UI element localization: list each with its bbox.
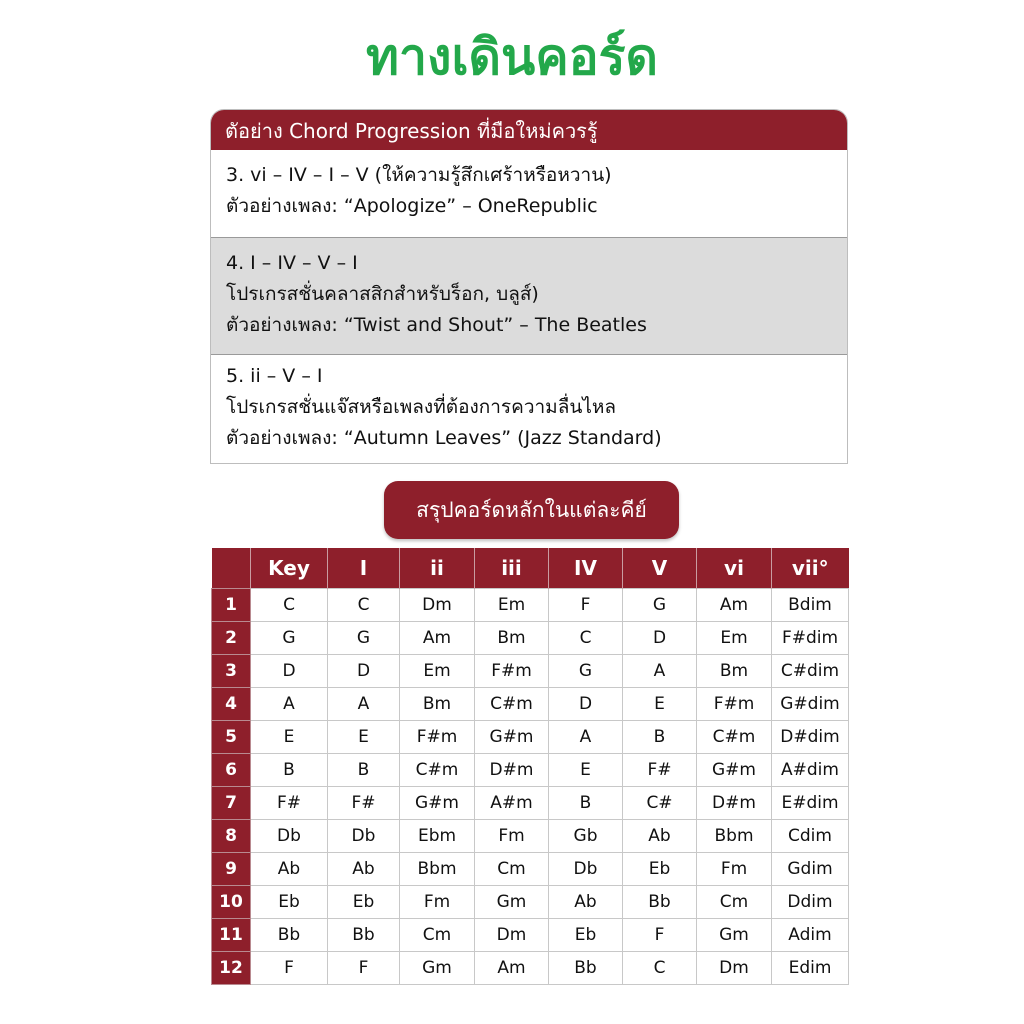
row-number: 11 xyxy=(212,919,251,952)
chord-cell: E#dim xyxy=(772,787,849,820)
chord-cell: Dm xyxy=(475,919,549,952)
chord-cell: E xyxy=(623,688,697,721)
table-header-index xyxy=(212,548,251,589)
chord-cell: C# xyxy=(623,787,697,820)
progression-panel xyxy=(210,109,848,464)
progression-header: ตัอย่าง Chord Progression ที่มือใหม่ควรรู้ xyxy=(211,110,847,150)
key-chord-table xyxy=(211,548,849,985)
chord-cell: Eb xyxy=(549,919,623,952)
chord-cell: G xyxy=(328,622,400,655)
chord-cell: Eb xyxy=(328,886,400,919)
key-cell: D xyxy=(251,655,328,688)
row-number: 5 xyxy=(212,721,251,754)
chord-cell: Gb xyxy=(549,820,623,853)
table-header-cell: vii° xyxy=(772,548,849,589)
chord-cell: Dm xyxy=(697,952,772,985)
row-number: 1 xyxy=(212,589,251,622)
progression-line: ตัวอย่างเพลง: “Autumn Leaves” (Jazz Standard) xyxy=(226,427,662,449)
chord-cell: A xyxy=(623,655,697,688)
table-header-cell: iii xyxy=(475,548,549,589)
row-number: 6 xyxy=(212,754,251,787)
chord-cell: Gm xyxy=(475,886,549,919)
chord-cell: B xyxy=(328,754,400,787)
table-row xyxy=(212,688,849,721)
chord-cell: D#m xyxy=(475,754,549,787)
chord-cell: Bdim xyxy=(772,589,849,622)
row-number: 10 xyxy=(212,886,251,919)
chord-cell: F xyxy=(623,919,697,952)
progression-item-5 xyxy=(211,354,847,464)
key-cell: A xyxy=(251,688,328,721)
chord-cell: A#m xyxy=(475,787,549,820)
row-number: 8 xyxy=(212,820,251,853)
chord-cell: F#dim xyxy=(772,622,849,655)
table-row xyxy=(212,919,849,952)
chord-cell: Db xyxy=(328,820,400,853)
chord-cell: F# xyxy=(328,787,400,820)
key-cell: B xyxy=(251,754,328,787)
progression-line: ตัวอย่างเพลง: “Twist and Shout” – The Beatles xyxy=(226,314,647,336)
key-cell: C xyxy=(251,589,328,622)
key-cell: Db xyxy=(251,820,328,853)
table-row xyxy=(212,622,849,655)
chord-cell: G#m xyxy=(475,721,549,754)
chord-cell: A#dim xyxy=(772,754,849,787)
chord-cell: C xyxy=(549,622,623,655)
chord-cell: E xyxy=(328,721,400,754)
table-row xyxy=(212,655,849,688)
progression-line: 4. I – IV – V – I xyxy=(226,252,358,274)
chord-cell: F#m xyxy=(400,721,475,754)
chord-cell: A xyxy=(328,688,400,721)
chord-cell: Am xyxy=(475,952,549,985)
chord-cell: Fm xyxy=(697,853,772,886)
key-cell: F xyxy=(251,952,328,985)
chord-cell: D#m xyxy=(697,787,772,820)
chord-cell: Edim xyxy=(772,952,849,985)
chord-cell: C xyxy=(328,589,400,622)
chord-cell: G#m xyxy=(697,754,772,787)
chord-cell: Ab xyxy=(549,886,623,919)
chord-cell: Bb xyxy=(623,886,697,919)
progression-item-3 xyxy=(211,150,847,237)
row-number: 4 xyxy=(212,688,251,721)
chord-cell: D xyxy=(549,688,623,721)
chord-cell: Gdim xyxy=(772,853,849,886)
chord-cell: Bm xyxy=(697,655,772,688)
key-cell: Ab xyxy=(251,853,328,886)
chord-cell: Cm xyxy=(400,919,475,952)
chord-cell: Bb xyxy=(328,919,400,952)
chord-cell: C#m xyxy=(400,754,475,787)
chord-cell: C#dim xyxy=(772,655,849,688)
chord-cell: Fm xyxy=(400,886,475,919)
table-row xyxy=(212,589,849,622)
chord-cell: E xyxy=(549,754,623,787)
chord-cell: B xyxy=(623,721,697,754)
chord-cell: A xyxy=(549,721,623,754)
chord-cell: G#m xyxy=(400,787,475,820)
table-row xyxy=(212,952,849,985)
chord-cell: F#m xyxy=(697,688,772,721)
chord-cell: D#dim xyxy=(772,721,849,754)
chord-cell: Bbm xyxy=(400,853,475,886)
row-number: 7 xyxy=(212,787,251,820)
chord-cell: G xyxy=(623,589,697,622)
page-title: ทางเดินคอร์ด xyxy=(366,28,658,86)
progression-line: โปรเกรสชั่นคลาสสิกสำหรับร็อก, บลูส์) xyxy=(226,283,539,305)
chord-cell: Cdim xyxy=(772,820,849,853)
progression-line: ตัวอย่างเพลง: “Apologize” – OneRepublic xyxy=(226,195,598,217)
key-cell: Bb xyxy=(251,919,328,952)
progression-line: โปรเกรสชั่นแจ๊สหรือเพลงที่ต้องการความลื่นไหล xyxy=(226,396,617,418)
chord-cell: Em xyxy=(475,589,549,622)
chord-cell: F xyxy=(328,952,400,985)
table-row xyxy=(212,820,849,853)
chord-cell: Bm xyxy=(475,622,549,655)
progression-line: 5. ii – V – I xyxy=(226,365,323,387)
table-row xyxy=(212,787,849,820)
chord-cell: Eb xyxy=(623,853,697,886)
key-cell: F# xyxy=(251,787,328,820)
chord-cell: Fm xyxy=(475,820,549,853)
chord-cell: F#m xyxy=(475,655,549,688)
chord-cell: D xyxy=(623,622,697,655)
chord-cell: C xyxy=(623,952,697,985)
chord-cell: Ebm xyxy=(400,820,475,853)
table-header-cell: IV xyxy=(549,548,623,589)
table-row xyxy=(212,754,849,787)
chord-cell: Cm xyxy=(475,853,549,886)
row-number: 12 xyxy=(212,952,251,985)
chord-cell: Em xyxy=(697,622,772,655)
chord-cell: C#m xyxy=(697,721,772,754)
row-number: 3 xyxy=(212,655,251,688)
chord-cell: D xyxy=(328,655,400,688)
chord-cell: Ab xyxy=(328,853,400,886)
key-cell: G xyxy=(251,622,328,655)
chord-cell: Bbm xyxy=(697,820,772,853)
chord-cell: C#m xyxy=(475,688,549,721)
chord-cell: G#dim xyxy=(772,688,849,721)
progression-item-4 xyxy=(211,237,847,354)
chord-cell: Gm xyxy=(400,952,475,985)
row-number: 2 xyxy=(212,622,251,655)
table-row xyxy=(212,886,849,919)
chord-cell: Bm xyxy=(400,688,475,721)
row-number: 9 xyxy=(212,853,251,886)
table-header-cell: vi xyxy=(697,548,772,589)
chord-cell: Gm xyxy=(697,919,772,952)
chord-cell: Am xyxy=(697,589,772,622)
table-header-cell: V xyxy=(623,548,697,589)
chord-cell: Adim xyxy=(772,919,849,952)
progression-line: 3. vi – IV – I – V (ให้ความรู้สึกเศร้าหรือหวาน) xyxy=(226,164,612,186)
chord-cell: Cm xyxy=(697,886,772,919)
table-header-row xyxy=(212,548,849,589)
table-header-cell: I xyxy=(328,548,400,589)
chord-cell: Db xyxy=(549,853,623,886)
chord-cell: Bb xyxy=(549,952,623,985)
chord-cell: G xyxy=(549,655,623,688)
chord-cell: F xyxy=(549,589,623,622)
chord-cell: Dm xyxy=(400,589,475,622)
chord-cell: Ab xyxy=(623,820,697,853)
table-header-cell: ii xyxy=(400,548,475,589)
table-row xyxy=(212,853,849,886)
key-summary-button[interactable]: สรุปคอร์ดหลักในแต่ละคีย์ xyxy=(384,481,679,539)
table-row xyxy=(212,721,849,754)
chord-cell: Em xyxy=(400,655,475,688)
chord-cell: B xyxy=(549,787,623,820)
chord-cell: F# xyxy=(623,754,697,787)
chord-cell: Am xyxy=(400,622,475,655)
table-header-cell: Key xyxy=(251,548,328,589)
chord-cell: Ddim xyxy=(772,886,849,919)
key-cell: E xyxy=(251,721,328,754)
key-cell: Eb xyxy=(251,886,328,919)
